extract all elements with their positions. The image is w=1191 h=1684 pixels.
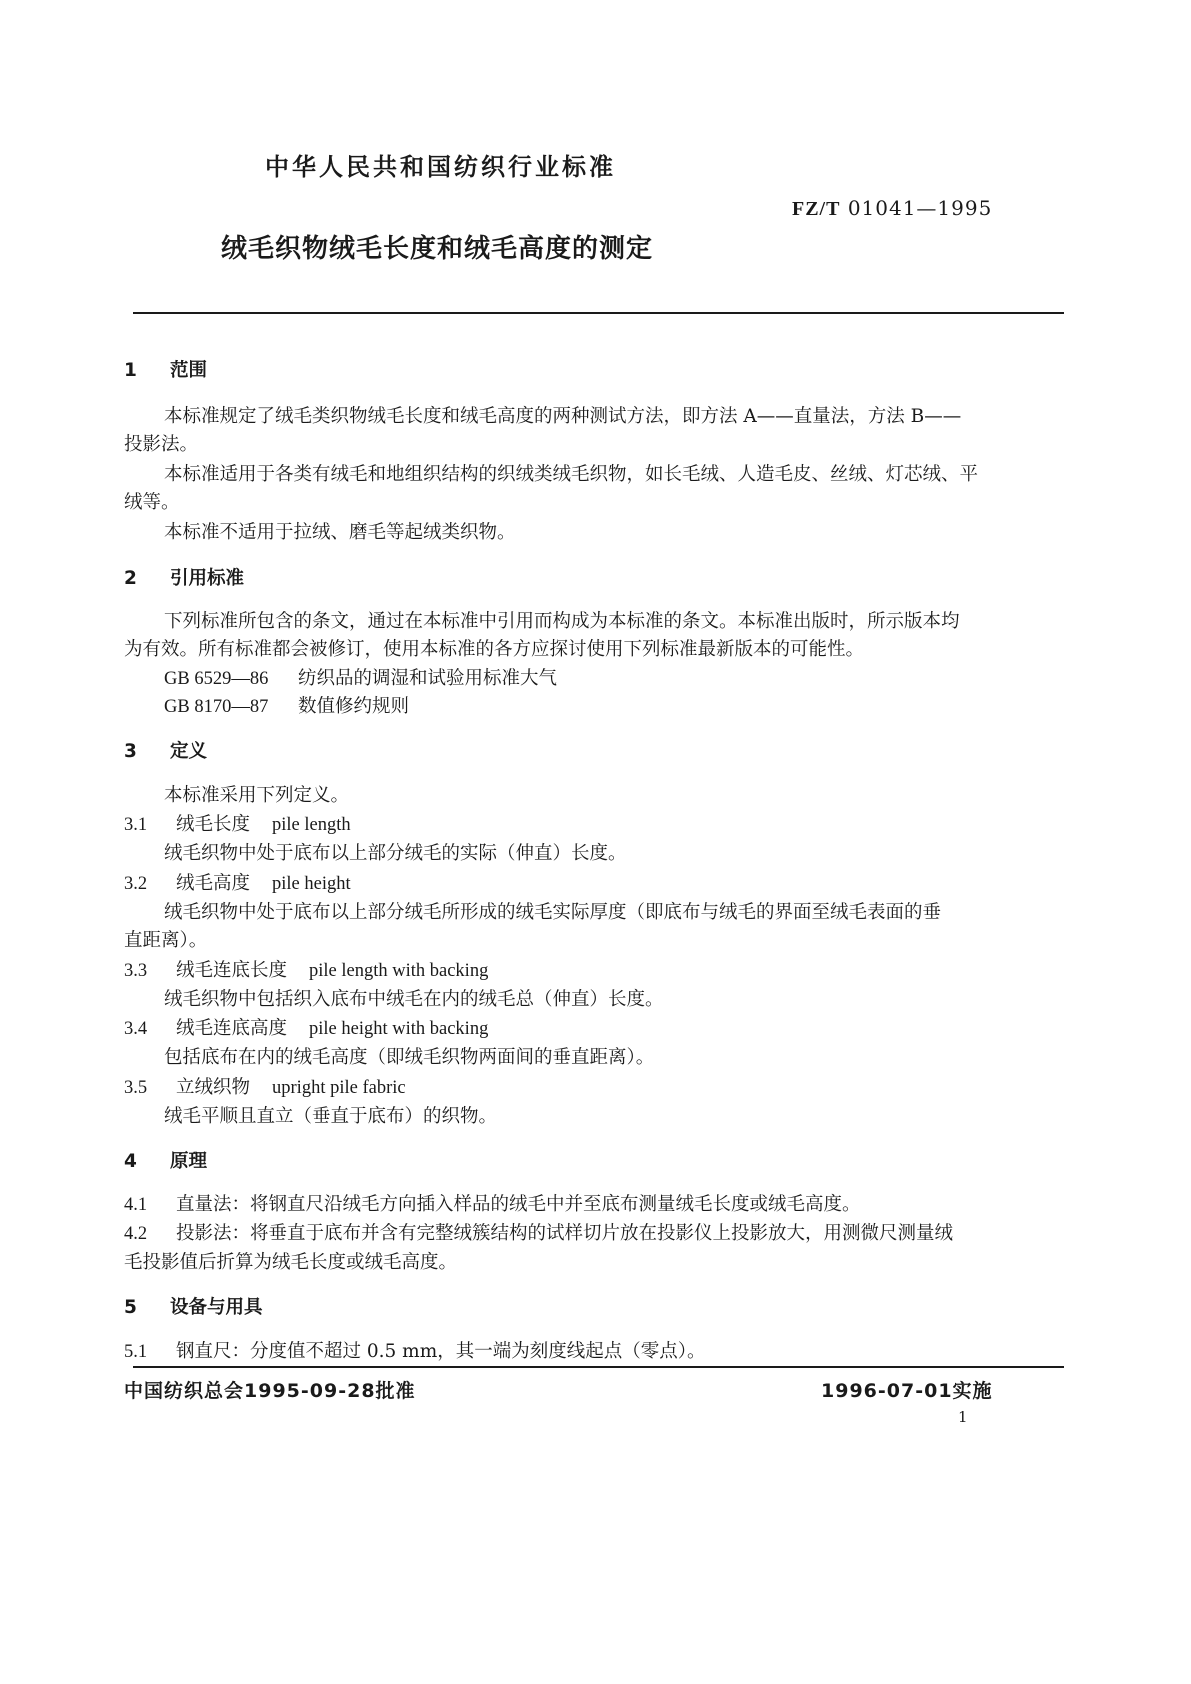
definition-term: 绒毛长度 [176, 814, 251, 835]
section-1-heading [124, 356, 207, 382]
section-3-heading [124, 737, 207, 763]
approval-line: 中国纺织总会1995-09-28批准 [124, 1380, 416, 1402]
definition-3-1-heading [124, 810, 351, 836]
definition-term: 绒毛连底高度 [176, 1018, 288, 1039]
reference-name: 数值修约规则 [298, 696, 410, 717]
definition-term-english: pile height with backing [309, 1019, 489, 1039]
definition-term-english: pile height [272, 874, 351, 894]
definition-3-5-heading [124, 1073, 406, 1099]
reference-item [164, 692, 409, 718]
definition-number: 3.5 [124, 1078, 148, 1098]
principle-4-2-line-2: 毛投影值后折算为绒毛长度或绒毛高度。 [124, 1252, 458, 1273]
definition-3-1-text: 绒毛织物中处于底布以上部分绒毛的实际（伸直）长度。 [164, 843, 627, 864]
section-5-number: 5 [124, 1297, 137, 1318]
org-title: 中华人民共和国纺织行业标准 [265, 153, 616, 181]
item-number: 4.2 [124, 1224, 148, 1244]
section-3-number: 3 [124, 741, 137, 762]
definition-term: 绒毛连底长度 [176, 960, 288, 981]
reference-name: 纺织品的调湿和试验用标准大气 [298, 668, 558, 689]
principle-4-1 [124, 1190, 861, 1216]
s1-paragraph-1-line-1: 本标准规定了绒毛类织物绒毛长度和绒毛高度的两种测试方法，即方法 A——直量法，方法 B—— [164, 406, 962, 427]
definition-number: 3.1 [124, 815, 148, 835]
item-text: 投影法：将垂直于底布并含有完整绒簇结构的试样切片放在投影仪上投影放大，用测微尺测量绒 [176, 1223, 954, 1244]
item-text: 直量法：将钢直尺沿绒毛方向插入样品的绒毛中并至底布测量绒毛长度或绒毛高度。 [176, 1194, 861, 1215]
section-2-number: 2 [124, 568, 137, 589]
standard-number-value: 01041—1995 [847, 196, 993, 220]
definition-3-2-text-line-1: 绒毛织物中处于底布以上部分绒毛所形成的绒毛实际厚度（即底布与绒毛的界面至绒毛表面的垂 [164, 902, 942, 923]
header-rule [133, 312, 1064, 314]
page-number: 1 [958, 1408, 968, 1426]
definition-3-4-text: 包括底布在内的绒毛高度（即绒毛织物两面间的垂直距离）。 [164, 1047, 655, 1068]
definition-3-2-text-line-2: 直距离）。 [124, 930, 208, 951]
reference-item [164, 664, 557, 690]
definition-term: 绒毛高度 [176, 873, 251, 894]
definition-number: 3.3 [124, 961, 148, 981]
definition-term-english: upright pile fabric [272, 1078, 406, 1098]
section-4-heading [124, 1147, 207, 1173]
definition-term-english: pile length with backing [309, 961, 489, 981]
effective-date: 1996-07-01实施 [821, 1380, 993, 1402]
definition-number: 3.4 [124, 1019, 148, 1039]
definition-3-5-text: 绒毛平顺且直立（垂直于底布）的织物。 [164, 1106, 498, 1127]
definition-number: 3.2 [124, 874, 148, 894]
document-title: 绒毛织物绒毛长度和绒毛高度的测定 [221, 234, 654, 264]
equipment-5-1 [124, 1337, 706, 1363]
item-text: 钢直尺：分度值不超过 0.5 mm，其一端为刻度线起点（零点）。 [176, 1341, 706, 1362]
section-1-number: 1 [124, 360, 137, 381]
section-1-title: 范围 [170, 360, 208, 381]
section-4-title: 原理 [170, 1151, 208, 1172]
principle-4-2 [124, 1219, 953, 1245]
section-5-title: 设备与用具 [170, 1297, 263, 1318]
item-number: 5.1 [124, 1342, 148, 1362]
item-number: 4.1 [124, 1195, 148, 1215]
reference-code: GB 6529—86 [164, 669, 269, 689]
section-2-heading [124, 564, 244, 590]
s1-paragraph-1-line-2: 投影法。 [124, 434, 199, 455]
section-4-number: 4 [124, 1151, 137, 1172]
definition-term-english: pile length [272, 815, 351, 835]
section-2-title: 引用标准 [170, 568, 245, 589]
definition-3-3-heading [124, 956, 488, 982]
standard-number-prefix: FZ/T [792, 198, 841, 220]
s2-paragraph-line-1: 下列标准所包含的条文，通过在本标准中引用而构成为本标准的条文。本标准出版时，所示版本均 [164, 611, 960, 632]
s1-paragraph-2-line-2: 绒等。 [124, 492, 180, 513]
s2-paragraph-line-2: 为有效。所有标准都会被修订，使用本标准的各方应探讨使用下列标准最新版本的可能性。 [124, 639, 865, 660]
s3-intro: 本标准采用下列定义。 [164, 785, 350, 806]
section-5-heading [124, 1293, 263, 1319]
definition-3-2-heading [124, 869, 351, 895]
definition-3-4-heading [124, 1014, 488, 1040]
s1-paragraph-2-line-1: 本标准适用于各类有绒毛和地组织结构的织绒类绒毛织物，如长毛绒、人造毛皮、丝绒、灯芯绒、平 [164, 464, 979, 485]
reference-code: GB 8170—87 [164, 697, 269, 717]
definition-3-3-text: 绒毛织物中包括织入底布中绒毛在内的绒毛总（伸直）长度。 [164, 989, 664, 1010]
footer-rule [133, 1366, 1064, 1368]
standard-number [792, 196, 992, 221]
definition-term: 立绒织物 [176, 1077, 251, 1098]
section-3-title: 定义 [170, 741, 208, 762]
s1-paragraph-3: 本标准不适用于拉绒、磨毛等起绒类织物。 [164, 522, 516, 543]
